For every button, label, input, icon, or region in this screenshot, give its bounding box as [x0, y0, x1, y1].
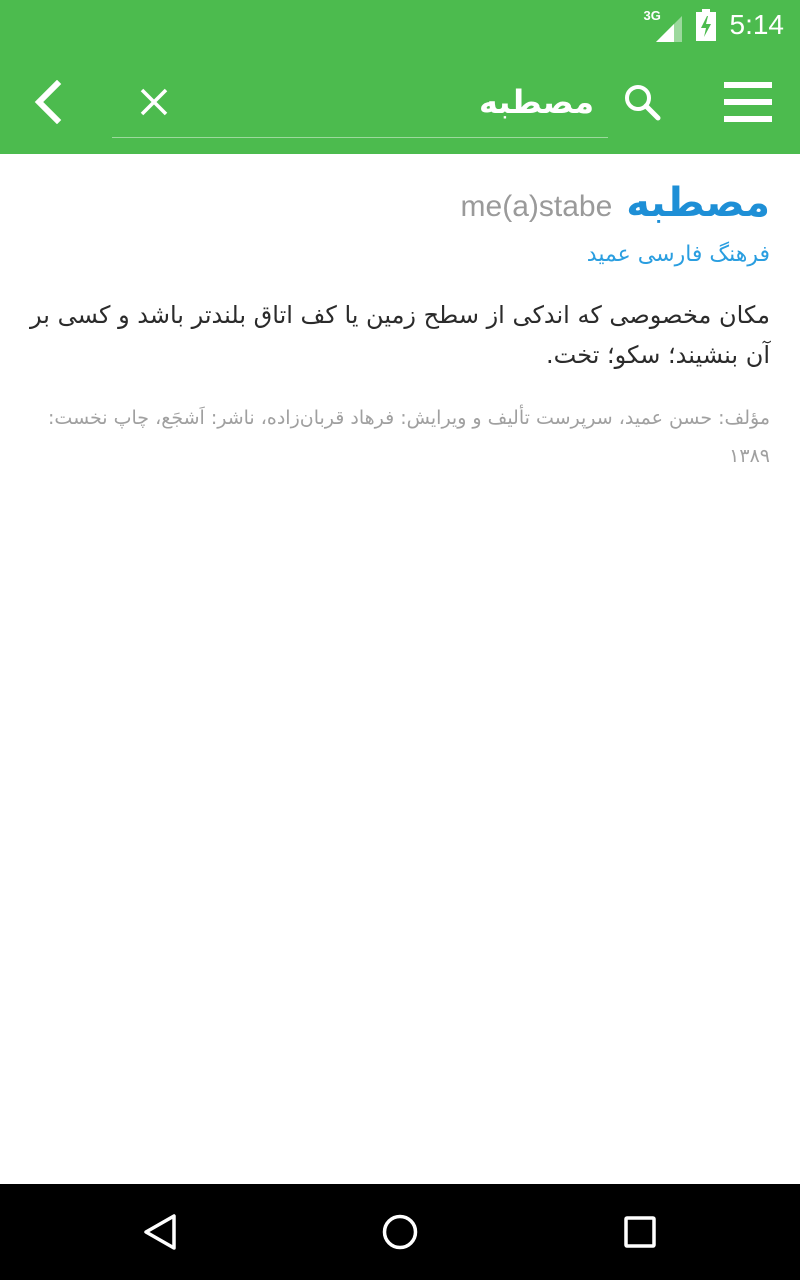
search-box	[112, 68, 608, 138]
status-bar	[0, 0, 800, 50]
navigation-bar	[0, 1184, 800, 1280]
nav-home-icon	[380, 1212, 420, 1252]
entry-content	[30, 154, 770, 475]
nav-back-icon	[140, 1212, 180, 1252]
nav-home-button[interactable]	[376, 1208, 424, 1256]
back-button[interactable]	[18, 74, 78, 130]
nav-back-button[interactable]	[136, 1208, 184, 1256]
dictionary-name: فرهنگ فارسی عمید	[586, 242, 770, 267]
menu-button[interactable]	[716, 74, 780, 130]
attribution-text: مؤلف: حسن عمید، سرپرست تألیف و ویرایش: فرهاد قربان‌زاده، ناشر: اَشجَع، چاپ نخست: ۱۳۸۹	[48, 407, 770, 467]
nav-recents-button[interactable]	[616, 1208, 664, 1256]
definition-text: مکان مخصوصی که اندکی از سطح زمین یا کف اتاق بلندتر باشد و کسی بر آن بنشیند؛ سکو؛ تخت.	[30, 301, 770, 369]
headword-row	[30, 180, 770, 230]
status-icons	[643, 0, 785, 50]
nav-recents-icon	[620, 1212, 660, 1252]
transliteration: me(a)stabe	[460, 190, 613, 223]
search-button[interactable]	[616, 76, 668, 128]
clear-search-button[interactable]	[132, 80, 176, 124]
network-type-label: 3G	[643, 8, 661, 23]
battery-charging-icon	[696, 9, 716, 41]
app-toolbar	[0, 50, 800, 154]
headword: مصطبه	[626, 180, 770, 226]
search-input[interactable]	[214, 74, 594, 130]
search-icon	[623, 83, 661, 121]
signal-indicator	[643, 8, 686, 40]
hamburger-menu-icon	[724, 82, 772, 122]
clock: 5:14	[729, 9, 784, 40]
signal-icon	[656, 16, 682, 42]
back-arrow-icon	[33, 80, 63, 124]
close-icon	[139, 87, 169, 117]
